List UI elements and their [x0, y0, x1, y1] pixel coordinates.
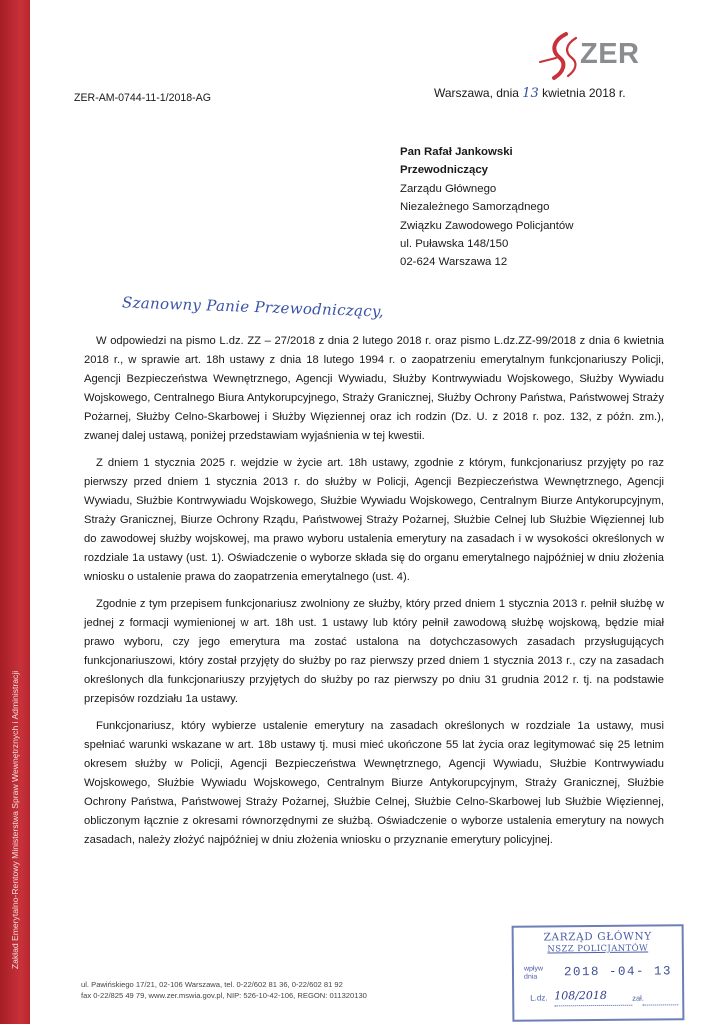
- recipient-name: Pan Rafał Jankowski: [400, 146, 513, 158]
- stamp-title: ZARZĄD GŁÓWNY: [543, 930, 652, 944]
- footer-address: ul. Pawińskiego 17/21, 02-106 Warszawa, tel. 0-22/602 81 36, 0-22/602 81 92: [81, 980, 343, 989]
- recipient-line: Zarządu Głównego: [400, 182, 497, 195]
- document-date: [434, 86, 626, 101]
- received-stamp: [512, 924, 685, 1021]
- stamp-dotted-line: [554, 1005, 632, 1007]
- logo-text: ZER: [580, 38, 640, 70]
- date-prefix: Warszawa, dnia: [434, 86, 519, 100]
- stamp-received-label-1: wpływ: [523, 965, 544, 973]
- stamp-attachment-label: zał.: [632, 993, 644, 1003]
- stamp-ldz-label: L.dz.: [530, 993, 548, 1003]
- footer-contact: fax 0-22/825 49 79, www.zer.mswia.gov.pl, NIP: 526-10-42-106, REGON: 011320130: [81, 991, 367, 1000]
- body-paragraph: Zgodnie z tym przepisem funkcjonariusz zwolniony ze służby, który przed dniem 1 stycznia 2013 r. pełnił służbę w jednej z formacji wymienionej w art. 18h ust. 1 ustawy lub który pełnił zawodową służbę wojskową, będzie miał prawo wyboru, czy jego emerytura ma zostać ustalona na dotychczasowych zasadach przysługujących funkcjonariuszowi, który został przyjęty do służby po raz pierwszy przed dniem 1 stycznia 2013 r., czy na zasadach określonych dla funkcjonariuszy przyjętych do służby po raz pierwszy po dniu 31 grudnia 2012 r. tj. na podstawie przepisów rozdziału 1a ustawy.: [84, 598, 664, 705]
- letter-footer: [81, 979, 367, 1001]
- recipient-line: 02-624 Warszawa 12: [400, 256, 508, 269]
- sidebar-institution-name: Zakład Emerytalno-Rentowy Ministerstwa Spraw Wewnętrznych i Administracji: [10, 670, 20, 970]
- stamp-subtitle: NSZZ POLICJANTÓW: [547, 943, 649, 955]
- stamp-date: 2018 -04- 13: [563, 964, 673, 980]
- date-day-handwritten: 13: [522, 86, 539, 101]
- stamp-dotted-line: [642, 1004, 678, 1005]
- recipient-line: Związku Zawodowego Policjantów: [400, 219, 574, 232]
- body-paragraph: Funkcjonariusz, który wybierze ustalenie emerytury na zasadach określonych w rozdziale 1a ustawy, musi spełniać warunki wskazane w art. 18b ustawy tj. musi mieć ukończone 55 lat życia oraz legitymować się 25 letnim okresem służby w Policji, Agencji Bezpieczeństwa Wewnętrznego, Agencji Wywiadu, Służbie Kontrwywiadu Wojskowego, Służbie Wywiadu Wojskowego, Centralnym Biurze Antykorupcyjnym, Straży Granicznej, Służbie Ochrony Państwa, Państwowej Straży Pożarnej, Służbie Celnej, Służbie Celno-Skarbowej lub Służbie Więziennej, obliczonym łącznie z okresami równorzędnymi ze służbą. Oświadczenie o wyborze ustalenia emerytury na nowych zasadach, należy złożyć najpóźniej w dniu złożenia wniosku o przyznanie emerytury policyjnej.: [84, 720, 664, 846]
- stamp-ldz-number: 108/2018: [554, 988, 607, 1003]
- recipient-line: ul. Puławska 148/150: [400, 238, 509, 251]
- handwritten-greeting: Szanowny Panie Przewodniczący,: [121, 293, 385, 321]
- body-paragraph: W odpowiedzi na pismo L.dz. ZZ – 27/2018 z dnia 2 lutego 2018 r. oraz pismo L.dz.ZZ-99/2018 z dnia 6 kwietnia 2018 r., w sprawie art. 18h ustawy z dnia 18 lutego 1994 r. o zaopatrzeniu emerytalnym funkcjonariuszy Policji, Agencji Bezpieczeństwa Wewnętrznego, Agencji Wywiadu, Służby Kontrwywiadu Wojskowego, Służby Wywiadu Wojskowego, Centralnego Biura Antykorupcyjnego, Straży Granicznej, Służby Ochrony Państwa, Państwowej Straży Pożarnej, Służby Celno-Skarbowej i Służby Więziennej oraz ich rodzin (Dz. U. z 2018 r. poz. 132, z późn. zm.), zwanej dalej ustawą, poniżej przedstawiam wyjaśnienia w tej kwestii.: [84, 335, 664, 442]
- date-suffix: kwietnia 2018 r.: [542, 86, 626, 100]
- recipient-address: [400, 143, 573, 272]
- sidebar-stripe: [0, 0, 30, 1024]
- stamp-received-label-2: dnia: [524, 973, 538, 981]
- stamp-received-label: [524, 965, 543, 981]
- body-paragraph: Z dniem 1 stycznia 2025 r. wejdzie w życie art. 18h ustawy, zgodnie z którym, funkcjonariusz przyjęty po raz pierwszy przed dniem 1 stycznia 2013 r. do służby w Policji, Agencji Bezpieczeństwa Wewnętrznego, Agencji Wywiadu, Służbie Kontrwywiadu Wojskowego, Służbie Wywiadu Wojskowego, Centralnym Biurze Antykorupcyjnym, Straży Granicznej, Biurze Ochrony Rządu, Państwowej Straży Pożarnej, Służbie Celnej lub Służbie Więziennej lub do zawodowej służby wojskowej, ma prawo wyboru ustalenia emerytury na zasadach i w wysokości określonych w rozdziale 1a ustawy (ust. 1). Oświadczenie o wyborze składa się do organu emerytalnego najpóźniej w dniu złożenia wniosku o ustalenie prawa do zaopatrzenia emerytalnego (ust. 4).: [84, 457, 664, 583]
- recipient-line: Niezależnego Samorządnego: [400, 201, 550, 214]
- recipient-role: Przewodniczący: [400, 164, 488, 177]
- document-reference: ZER-AM-0744-11-1/2018-AG: [74, 92, 211, 104]
- letter-body: [84, 332, 664, 858]
